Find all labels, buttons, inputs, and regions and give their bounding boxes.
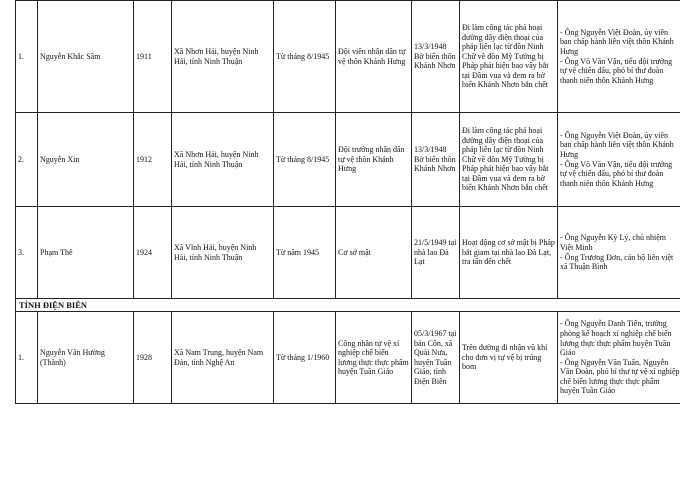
name-cell: Nguyễn Khắc Sâm [38, 1, 134, 113]
witness-entry: - Ông Nguyễn Văn Tuấn, Nguyễn Văn Đoàn, phó bí thư tự vệ xí nghiệp chế biến lương thực thực phẩm huyện Tuần Giáo [560, 357, 680, 396]
witness-entry: - Ông Nguyễn Việt Đoàn, ủy viên ban chấp hành liên việt thôn Khánh Hưng [560, 130, 674, 159]
table-row [16, 207, 680, 299]
position-cell: Cơ sở mật [336, 207, 412, 299]
province-header-row [16, 299, 680, 312]
circumstance-cell: Trên đường đi nhận vũ khí cho đơn vị tự vệ bị trúng bom [460, 312, 558, 404]
witness-entry: - Ông Nguyễn Việt Đoàn, ủy viên ban chấp hành liên việt thôn Khánh Hưng [560, 27, 674, 56]
hometown-cell: Xã Vĩnh Hải, huyện Ninh Hải, tỉnh Ninh Thuận [172, 207, 274, 299]
name-cell: Nguyễn Xin [38, 113, 134, 207]
witness-cell [558, 1, 680, 113]
position-cell: Công nhân tự vệ xí nghiệp chế biến lương thực thực phẩm huyện Tuần Giáo [336, 312, 412, 404]
birth-year-cell: 1928 [134, 312, 172, 404]
joined-cell: Từ tháng 8/1945 [274, 113, 336, 207]
martyrs-table [15, 0, 680, 404]
joined-cell: Từ tháng 8/1945 [274, 1, 336, 113]
witness-entry: - Ông Nguyễn Danh Tiến, trưởng phòng kế hoạch xí nghiệp chế biến lương thực thực phẩm huyện Tuần Giáo [560, 319, 672, 358]
hometown-cell: Xã Nam Trung, huyện Nam Đàn, tỉnh Nghệ An [172, 312, 274, 404]
stt-cell: 2. [16, 113, 38, 207]
joined-cell: Từ tháng 1/1960 [274, 312, 336, 404]
sacrifice-cell: 13/3/1948 Bờ biển thôn Khánh Nhơn [412, 113, 460, 207]
birth-year-cell: 1912 [134, 113, 172, 207]
witness-entry: - Ông Võ Văn Vận, tiểu đội trưởng tự vệ chiến đấu, phó bí thư đoàn thanh niên thôn Khánh Hưng [560, 56, 673, 85]
name-cell: Phạm Thê [38, 207, 134, 299]
table-row [16, 113, 680, 207]
witness-entry: - Ông Trương Đơn, cán bộ liên việt xã Thuận Bình [560, 252, 674, 272]
stt-cell: 1. [16, 312, 38, 404]
birth-year-cell: 1911 [134, 1, 172, 113]
hometown-cell: Xã Nhơn Hải, huyện Ninh Hải, tỉnh Ninh Thuận [172, 113, 274, 207]
province-header: TỈNH ĐIỆN BIÊN [16, 299, 680, 312]
stt-cell: 1. [16, 1, 38, 113]
circumstance-cell: Hoạt động cơ sở mật bị Pháp bắt giam tại nhà lao Đà Lạt, tra tấn đến chết [460, 207, 558, 299]
sacrifice-cell: 05/3/1967 tại bản Côn, xã Quài Nưa, huyện Tuần Giáo, tỉnh Điện Biên [412, 312, 460, 404]
witness-cell [558, 207, 680, 299]
birth-year-cell: 1924 [134, 207, 172, 299]
stt-cell: 3. [16, 207, 38, 299]
name-cell: Nguyễn Văn Hường (Thành) [38, 312, 134, 404]
position-cell: Đội viên nhân dân tự vệ thôn Khánh Hưng [336, 1, 412, 113]
witness-cell [558, 113, 680, 207]
circumstance-cell: Đi làm công tác phá hoại đường dây điện thoại của pháp liên lạc từ đồn Ninh Chữ về đồn Mỹ Tường bị Pháp phát hiện bao vây bắt tại Đầm vua và đem ra bờ biển Khánh Nhơn bắn chết [460, 1, 558, 113]
circumstance-cell: Đi làm công tác phá hoại đường dây điện thoại của pháp liên lạc từ đồn Ninh Chữ về đồn Mỹ Tường bị Pháp phát hiện bao vây bắt tại Đầm vua và đem ra bờ biển Khánh Nhơn bắn chết [460, 113, 558, 207]
position-cell: Đội trưởng nhân dân tự vệ thôn Khánh Hưng [336, 113, 412, 207]
joined-cell: Từ năm 1945 [274, 207, 336, 299]
table-row [16, 312, 680, 404]
witness-cell [558, 312, 680, 404]
hometown-cell: Xã Nhơn Hải, huyện Ninh Hải, tỉnh Ninh Thuận [172, 1, 274, 113]
table-row [16, 1, 680, 113]
sacrifice-cell: 21/5/1949 tại nhà lao Đà Lạt [412, 207, 460, 299]
witness-entry: - Ông Nguyễn Kỳ Lý, chủ nhiệm Việt Minh [560, 233, 666, 252]
sacrifice-cell: 13/3/1948 Bờ biển thôn Khánh Nhơn [412, 1, 460, 113]
witness-entry: - Ông Võ Văn Vận, tiểu đội trưởng tự vệ chiến đấu, phó bí thư đoàn thanh niên thôn Khánh Hưng [560, 159, 673, 188]
